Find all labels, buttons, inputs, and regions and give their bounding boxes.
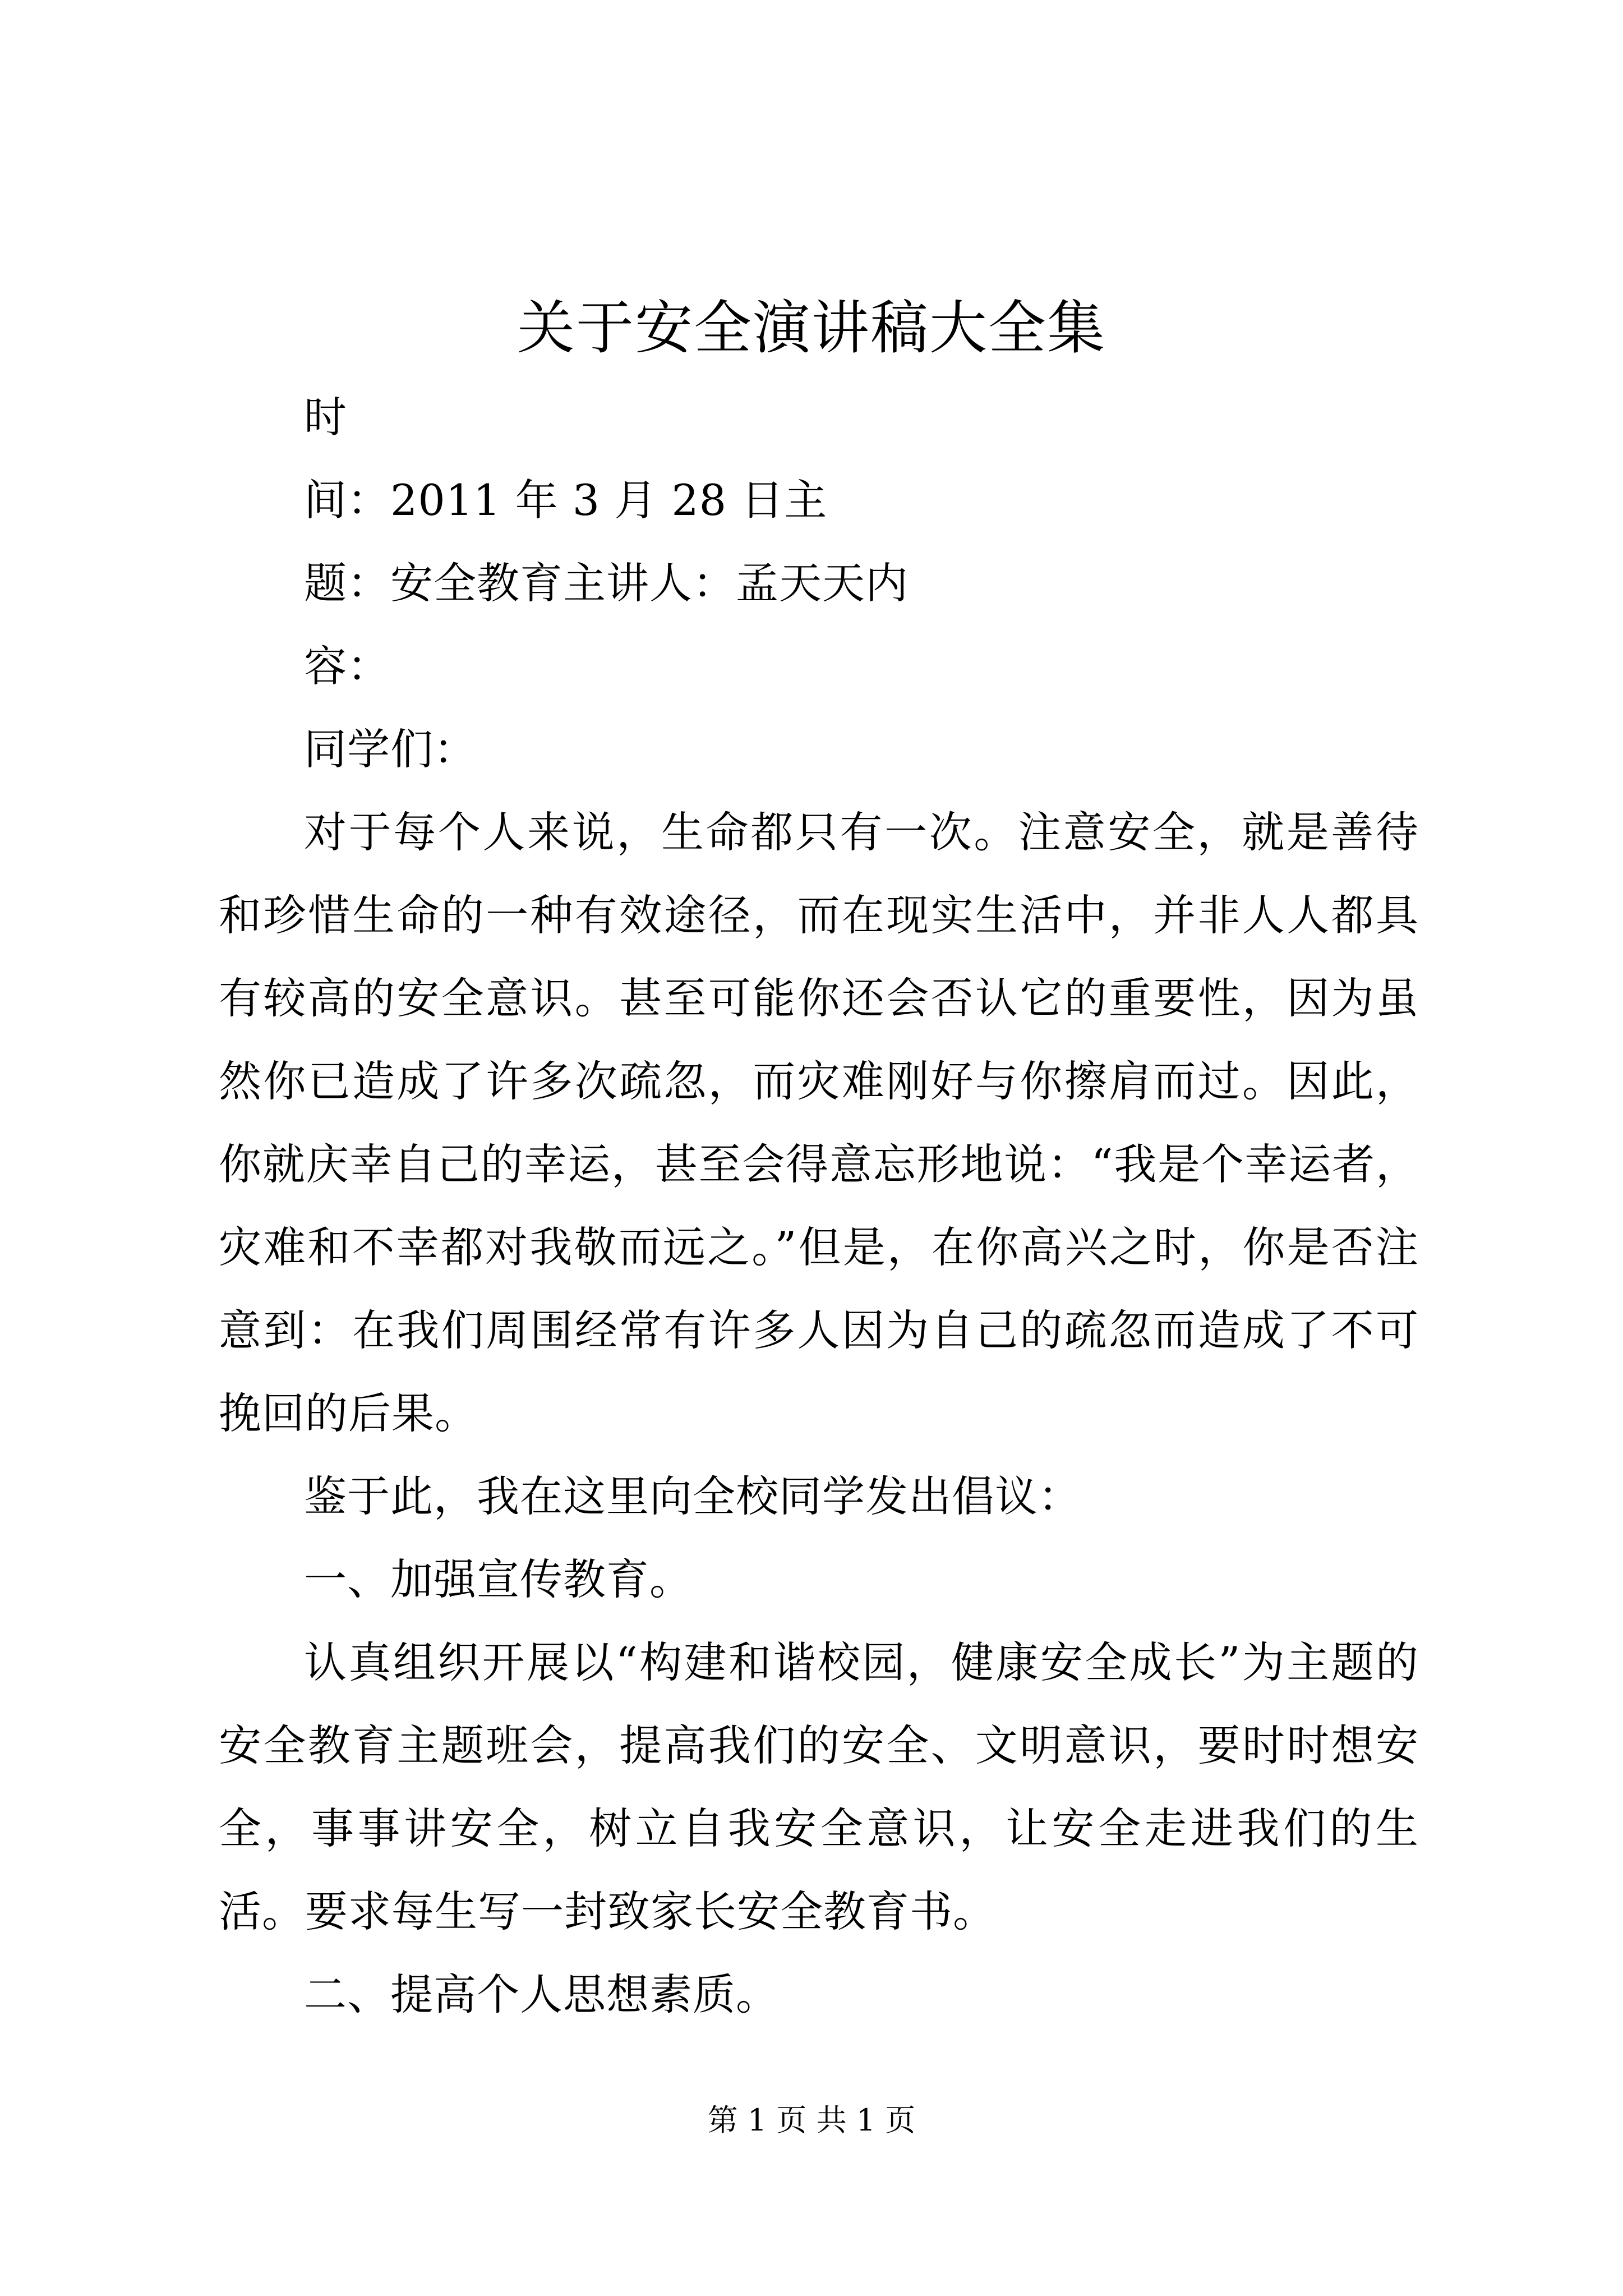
body-paragraph: 鉴于此，我在这里向全校同学发出倡议： — [304, 1471, 1081, 1521]
document-body — [219, 376, 1419, 2036]
body-paragraph: 对于每个人来说，生命都只有一次。注意安全，就是善待和珍惜生命的一种有效途径，而在现实生活中，并非人人都具有较高的安全意识。甚至可能你还会否认它的重要性，因为虽然你已造成了许多次疏忽，而灾难刚好与你擦肩而过。因此，你就庆幸自己的幸运，甚至会得意忘形地说：“我是个幸运者，灾难和不幸都对我敬而远之。”但是，在你高兴之时，你是否注意到：在我们周围经常有许多人因为自己的疏忽而造成了不可挽回的后果。 — [219, 807, 1419, 1438]
section-heading: 二、提高个人思想素质。 — [304, 1970, 779, 2019]
document-title: 关于安全演讲稿大全集 — [517, 295, 1106, 362]
page-footer: 第 1 页 共 1 页 — [707, 2102, 916, 2138]
salutation: 同学们： — [304, 724, 477, 774]
meta-line-content-label: 容： — [304, 641, 390, 691]
meta-line-topic-speaker: 题：安全教育主讲人：孟天天内 — [304, 558, 909, 608]
meta-line-time-label: 时 — [304, 392, 347, 442]
body-paragraph: 认真组织开展以“构建和谐校园，健康安全成长”为主题的安全教育主题班会，提高我们的安全、文明意识，要时时想安全，事事讲安全，树立自我安全意识，让安全走进我们的生活。要求每生写一封致家长安全教育书。 — [219, 1637, 1419, 1936]
section-heading: 一、加强宣传教育。 — [304, 1554, 693, 1604]
meta-line-date: 间：2011 年 3 月 28 日主 — [304, 475, 828, 525]
